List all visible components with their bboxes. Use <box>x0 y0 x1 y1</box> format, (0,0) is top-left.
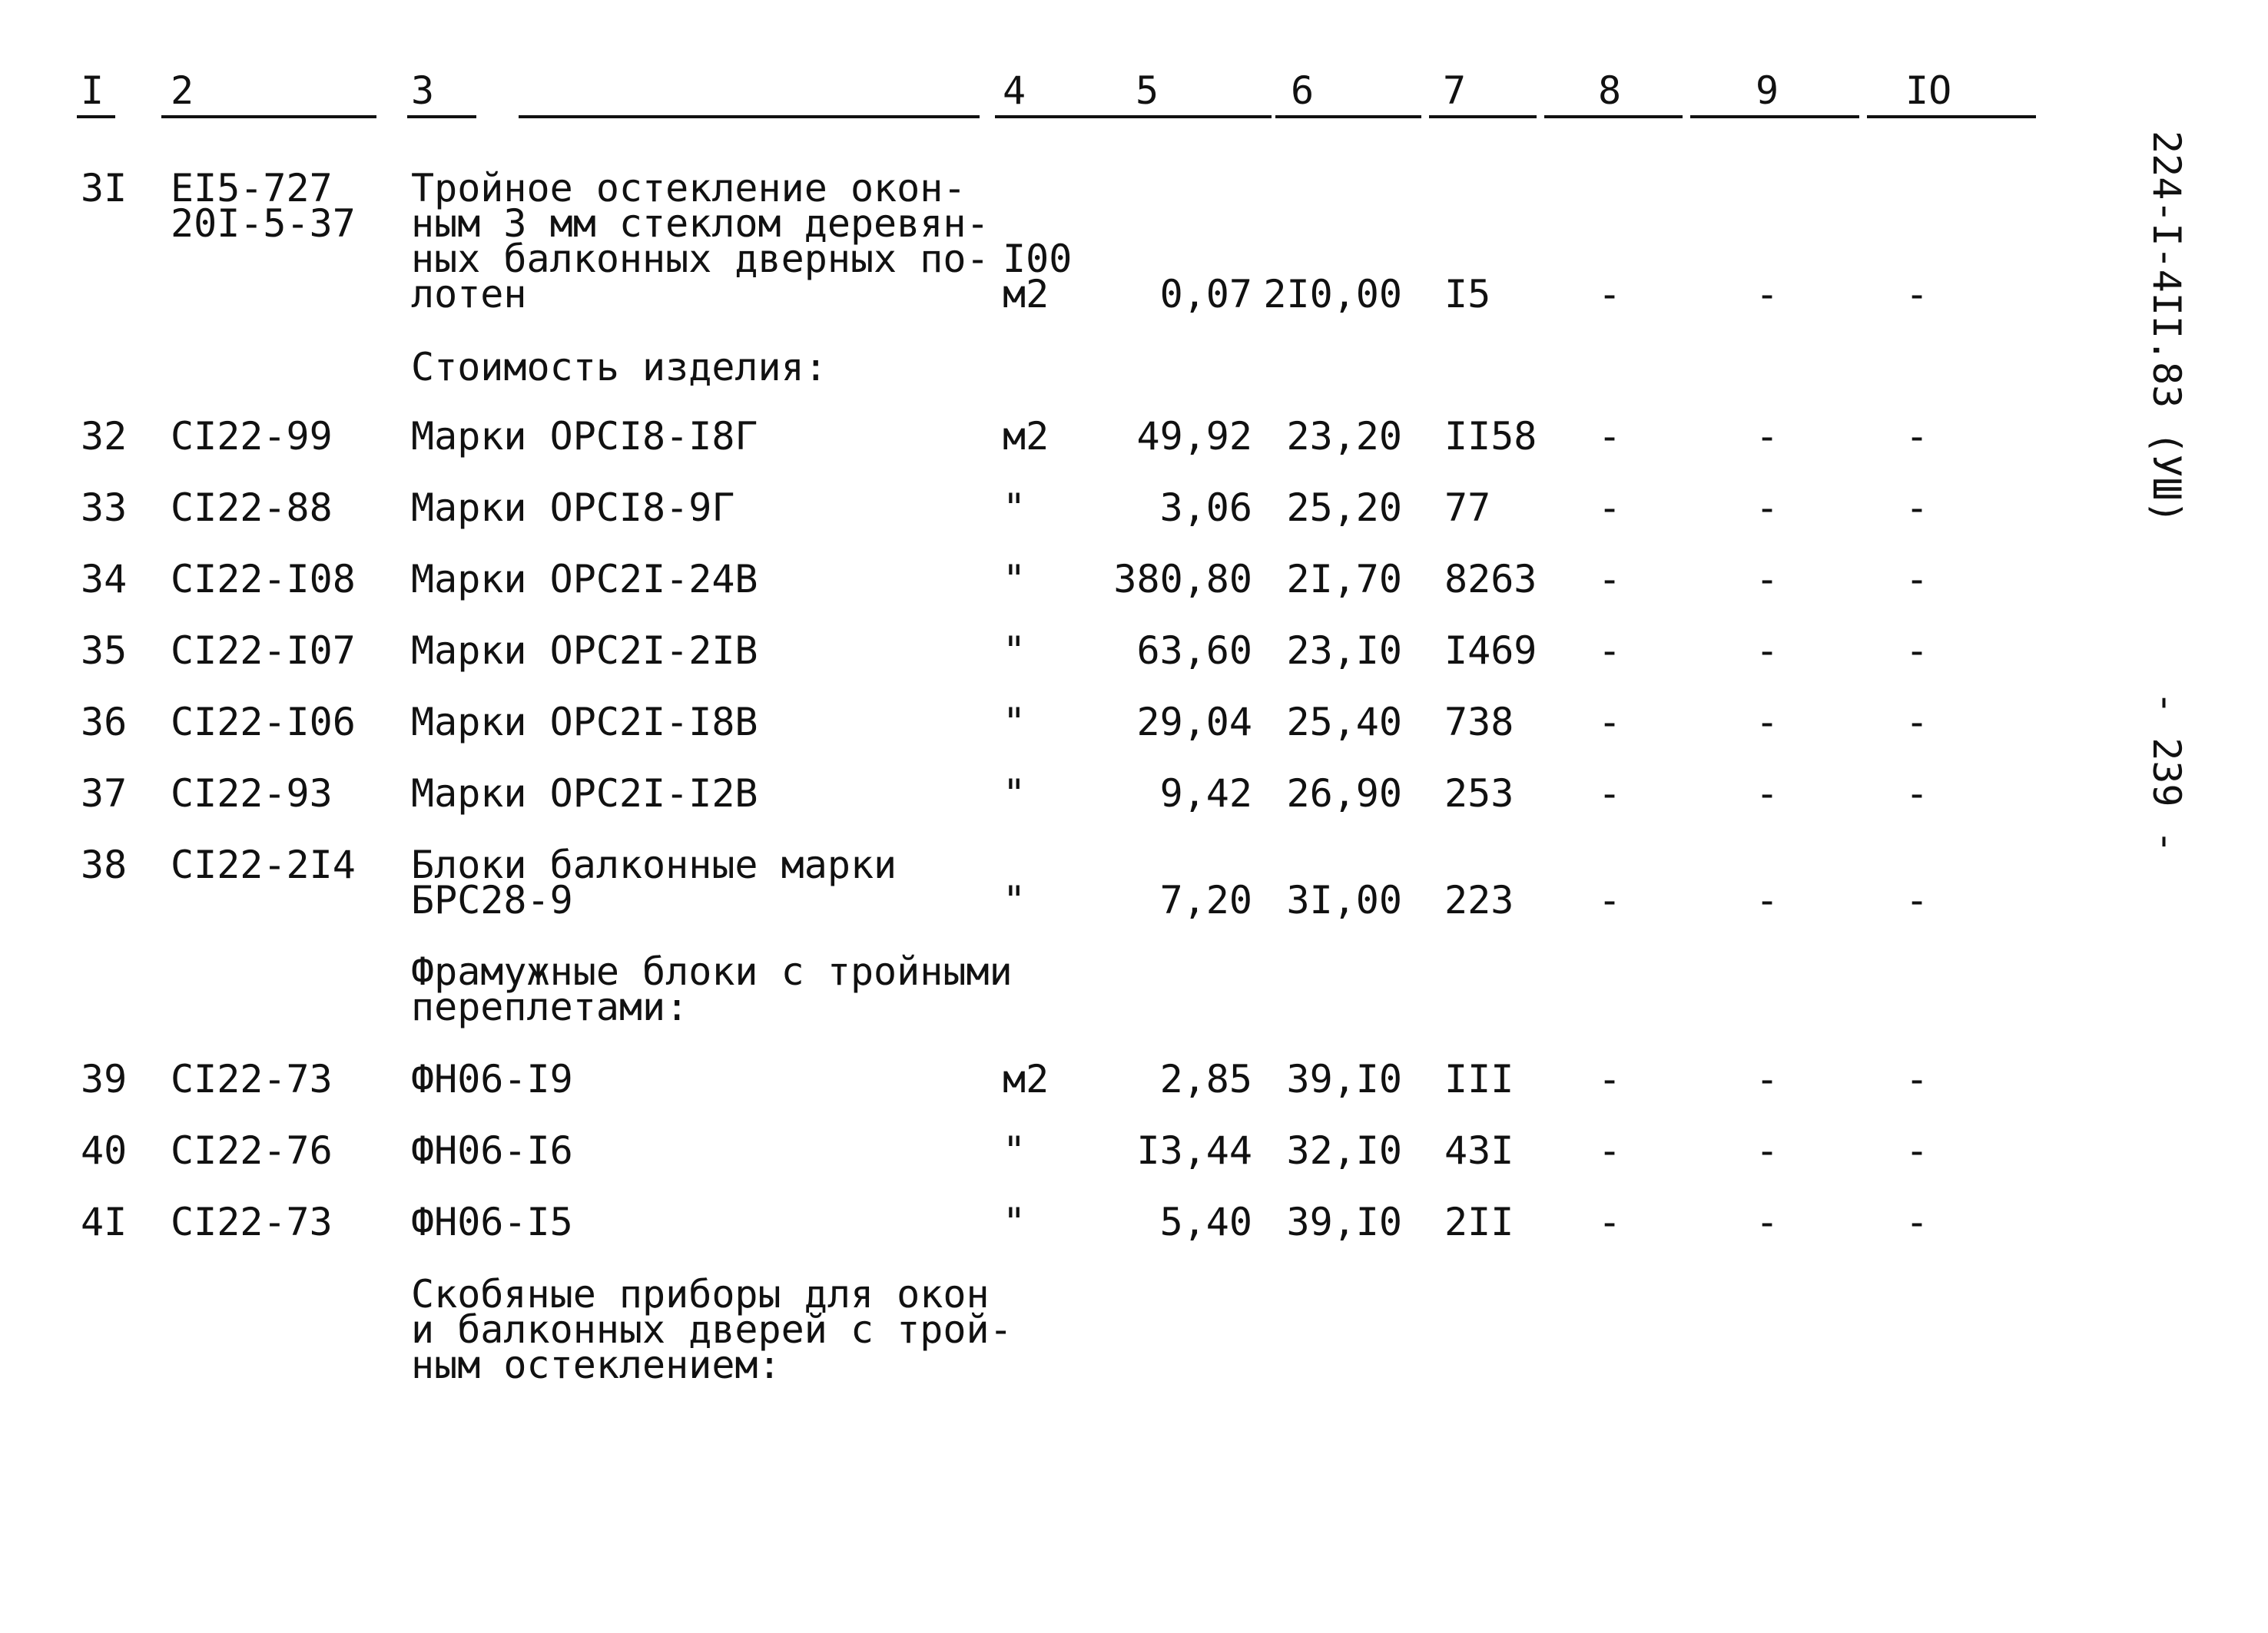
header-rule <box>1690 115 1859 118</box>
row-number: 4I <box>81 1200 128 1244</box>
row-price: 2I0,00 <box>1263 272 1402 316</box>
row-description: ФH06-I5 <box>411 1200 573 1244</box>
row-col-8: - <box>1598 557 1622 601</box>
row-number: 35 <box>81 628 128 673</box>
row-code: CI22-I06 <box>171 700 356 744</box>
row-quantity: 2,85 <box>1159 1057 1252 1101</box>
row-quantity: 380,80 <box>1113 557 1252 601</box>
row-col-10: - <box>1905 414 1929 459</box>
row-total: 223 <box>1444 878 1514 922</box>
row-col-10: - <box>1905 700 1929 744</box>
page-number: - 239 - <box>2144 691 2189 853</box>
header-rule <box>1133 115 1272 118</box>
row-price: 39,I0 <box>1286 1200 1402 1244</box>
row-price: 3I,00 <box>1286 878 1402 922</box>
row-number: 40 <box>81 1128 128 1173</box>
row-col-8: - <box>1598 1057 1622 1101</box>
row-col-10: - <box>1905 557 1929 601</box>
row-code: CI22-I08 <box>171 557 356 601</box>
row-number: 32 <box>81 414 128 459</box>
row-code: CI22-2I4 <box>171 843 356 887</box>
row-col-8: - <box>1598 700 1622 744</box>
row-description: Марки OPCI8-9Г <box>411 485 735 530</box>
row-description: Блоки балконные марки БPC28-9 <box>411 843 897 922</box>
row-col-9: - <box>1756 628 1779 673</box>
row-number: 37 <box>81 771 128 816</box>
header-col-5: 5 <box>1136 68 1159 113</box>
row-quantity: I3,44 <box>1136 1128 1252 1173</box>
row-total: 43I <box>1444 1128 1514 1173</box>
header-rule <box>995 115 1133 118</box>
row-col-10: - <box>1905 1128 1929 1173</box>
row-number: 34 <box>81 557 128 601</box>
row-code: CI22-I07 <box>171 628 356 673</box>
header-rule <box>161 115 376 118</box>
row-col-10: - <box>1905 485 1929 530</box>
row-col-8: - <box>1598 414 1622 459</box>
row-total: III <box>1444 1057 1514 1101</box>
row-col-9: - <box>1756 700 1779 744</box>
header-col-4: 4 <box>1003 68 1026 113</box>
row-col-8: - <box>1598 771 1622 816</box>
row-unit: " <box>1003 1200 1026 1244</box>
row-col-8: - <box>1598 272 1622 316</box>
row-quantity: 3,06 <box>1159 485 1252 530</box>
row-unit: м2 <box>1003 1057 1049 1101</box>
row-quantity: 9,42 <box>1159 771 1252 816</box>
section-title: Скобяные приборы для окон и балконных дверей с трой- ным остеклением: <box>411 1272 1013 1387</box>
row-unit: " <box>1003 485 1026 530</box>
row-col-8: - <box>1598 485 1622 530</box>
header-rule <box>77 115 115 118</box>
row-number: 33 <box>81 485 128 530</box>
row-unit: " <box>1003 700 1026 744</box>
row-col-9: - <box>1756 272 1779 316</box>
header-col-6: 6 <box>1291 68 1315 113</box>
row-code: EI5-727 20I-5-37 <box>171 166 356 246</box>
row-code: CI22-93 <box>171 771 333 816</box>
row-col-9: - <box>1756 1057 1779 1101</box>
row-total: 8263 <box>1444 557 1537 601</box>
header-col-1: I <box>81 68 104 113</box>
row-col-8: - <box>1598 1200 1622 1244</box>
header-rule <box>1275 115 1421 118</box>
header-col-3: 3 <box>411 68 435 113</box>
row-price: 25,20 <box>1286 485 1402 530</box>
row-total: II58 <box>1444 414 1537 459</box>
header-rule <box>519 115 980 118</box>
row-col-9: - <box>1756 557 1779 601</box>
row-price: 39,I0 <box>1286 1057 1402 1101</box>
row-price: 26,90 <box>1286 771 1402 816</box>
row-col-9: - <box>1756 485 1779 530</box>
row-number: 3I <box>81 166 128 210</box>
row-quantity: 5,40 <box>1159 1200 1252 1244</box>
document-code: 224-I-4II.83 (УШ) <box>2144 131 2189 524</box>
header-col-9: 9 <box>1756 68 1779 113</box>
row-unit: " <box>1003 1128 1026 1173</box>
row-unit: м2 <box>1003 414 1049 459</box>
row-col-8: - <box>1598 628 1622 673</box>
row-total: I5 <box>1444 272 1491 316</box>
row-price: 23,20 <box>1286 414 1402 459</box>
row-total: I469 <box>1444 628 1537 673</box>
row-description: Марки OPC2I-24B <box>411 557 758 601</box>
row-col-9: - <box>1756 1200 1779 1244</box>
row-col-9: - <box>1756 1128 1779 1173</box>
row-quantity: 63,60 <box>1136 628 1252 673</box>
row-description: Тройное остекление окон- ным 3 мм стеклом деревян- ных балконных дверных по- лотен <box>411 166 990 316</box>
row-code: CI22-99 <box>171 414 333 459</box>
row-number: 39 <box>81 1057 128 1101</box>
header-rule <box>407 115 476 118</box>
row-code: CI22-73 <box>171 1057 333 1101</box>
row-quantity: 29,04 <box>1136 700 1252 744</box>
row-description: Марки OPC2I-I2B <box>411 771 758 816</box>
row-col-9: - <box>1756 771 1779 816</box>
row-quantity: 7,20 <box>1159 878 1252 922</box>
section-title: Фрамужные блоки с тройными переплетами: <box>411 949 1013 1029</box>
row-number: 38 <box>81 843 128 887</box>
row-unit: " <box>1003 878 1026 922</box>
header-col-2: 2 <box>171 68 194 113</box>
row-code: CI22-76 <box>171 1128 333 1173</box>
row-col-10: - <box>1905 272 1929 316</box>
row-code: CI22-88 <box>171 485 333 530</box>
row-price: 23,I0 <box>1286 628 1402 673</box>
row-col-10: - <box>1905 878 1929 922</box>
header-rule <box>1429 115 1537 118</box>
row-col-8: - <box>1598 878 1622 922</box>
row-unit: " <box>1003 628 1026 673</box>
header-rule <box>1867 115 2036 118</box>
header-col-10: IO <box>1905 68 1952 113</box>
row-description: ФH06-I9 <box>411 1057 573 1101</box>
row-col-10: - <box>1905 1200 1929 1244</box>
row-total: 77 <box>1444 485 1491 530</box>
section-title: Стоимость изделия: <box>411 345 827 389</box>
row-total: 738 <box>1444 700 1514 744</box>
row-price: 32,I0 <box>1286 1128 1402 1173</box>
row-col-9: - <box>1756 414 1779 459</box>
row-total: 253 <box>1444 771 1514 816</box>
row-description: Марки OPC2I-2IB <box>411 628 758 673</box>
header-col-8: 8 <box>1598 68 1622 113</box>
row-total: 2II <box>1444 1200 1514 1244</box>
row-col-10: - <box>1905 628 1929 673</box>
header-col-7: 7 <box>1443 68 1467 113</box>
row-description: Марки OPC2I-I8B <box>411 700 758 744</box>
row-col-10: - <box>1905 771 1929 816</box>
row-price: 2I,70 <box>1286 557 1402 601</box>
row-quantity: 0,07 <box>1159 272 1252 316</box>
row-code: CI22-73 <box>171 1200 333 1244</box>
row-unit: " <box>1003 557 1026 601</box>
header-rule <box>1544 115 1683 118</box>
row-description: ФH06-I6 <box>411 1128 573 1173</box>
row-col-10: - <box>1905 1057 1929 1101</box>
row-description: Марки OPCI8-I8Г <box>411 414 758 459</box>
row-price: 25,40 <box>1286 700 1402 744</box>
row-col-9: - <box>1756 878 1779 922</box>
row-unit: I00 м2 <box>1003 237 1073 316</box>
row-quantity: 49,92 <box>1136 414 1252 459</box>
row-col-8: - <box>1598 1128 1622 1173</box>
row-number: 36 <box>81 700 128 744</box>
row-unit: " <box>1003 771 1026 816</box>
